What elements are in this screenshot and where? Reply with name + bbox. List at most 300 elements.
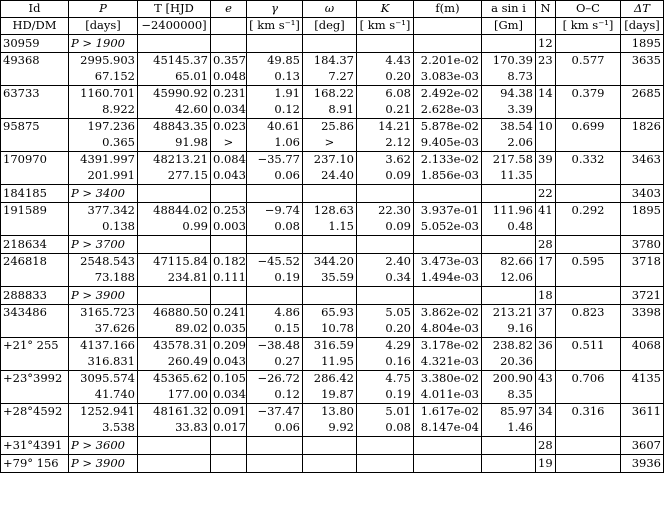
cell-omega	[303, 185, 357, 203]
cell-periastron-time: 48161.32	[138, 404, 211, 421]
cell-eccentricity: 0.084	[211, 152, 247, 169]
cell-o-c: 0.823	[556, 305, 621, 322]
cell-o-c-blank	[556, 420, 621, 437]
table-row	[1, 152, 664, 169]
cell-id-blank	[1, 135, 69, 152]
cell-delta-t: 3611	[621, 404, 664, 421]
cell-asini-error: 1.46	[482, 420, 536, 437]
cell-period: 1160.701	[69, 86, 138, 103]
cell-o-c	[556, 287, 621, 305]
cell-mass-function-error: 4.321e-03	[414, 354, 482, 371]
cell-omega	[303, 437, 357, 455]
cell-asini	[482, 287, 536, 305]
header-periastron-time: T [HJD	[138, 1, 211, 18]
cell-asini: 217.58	[482, 152, 536, 169]
table-row	[1, 371, 664, 388]
cell-delta-t-blank	[621, 270, 664, 287]
cell-omega-error: 11.95	[303, 354, 357, 371]
cell-asini-error: 20.36	[482, 354, 536, 371]
cell-amplitude-error: 0.16	[357, 354, 414, 371]
cell-gamma-error: 0.12	[247, 387, 303, 404]
cell-o-c-blank	[556, 219, 621, 236]
header-omega: ω	[303, 1, 357, 18]
cell-periastron-time-error: 65.01	[138, 69, 211, 86]
cell-omega-error: 24.40	[303, 168, 357, 185]
cell-delta-t: 4135	[621, 371, 664, 388]
cell-gamma	[247, 437, 303, 455]
cell-gamma-error: 1.06	[247, 135, 303, 152]
cell-delta-t: 1895	[621, 203, 664, 220]
cell-period: 197.236	[69, 119, 138, 136]
cell-mass-function-error: 9.405e-03	[414, 135, 482, 152]
table-row	[1, 437, 664, 455]
cell-eccentricity: 0.241	[211, 305, 247, 322]
table-row-errors	[1, 270, 664, 287]
cell-mass-function	[414, 455, 482, 473]
cell-mass-function: 5.878e-02	[414, 119, 482, 136]
cell-eccentricity-error: 0.003	[211, 219, 247, 236]
cell-mass-function: 2.201e-02	[414, 53, 482, 70]
table-header	[1, 1, 664, 35]
cell-delta-t: 3718	[621, 254, 664, 271]
cell-periastron-time-error: 177.00	[138, 387, 211, 404]
cell-id: 170970	[1, 152, 69, 169]
cell-periastron-time	[138, 287, 211, 305]
cell-amplitude-error: 0.19	[357, 387, 414, 404]
cell-omega: 65.93	[303, 305, 357, 322]
cell-id: 30959	[1, 35, 69, 53]
cell-eccentricity-error: 0.017	[211, 420, 247, 437]
cell-mass-function	[414, 185, 482, 203]
cell-o-c-blank	[556, 135, 621, 152]
table-row	[1, 254, 664, 271]
header-unit-gamma: [ km s⁻¹]	[247, 18, 303, 35]
header-unit-amplitude: [ km s⁻¹]	[357, 18, 414, 35]
cell-period-error: 67.152	[69, 69, 138, 86]
cell-omega: 25.86	[303, 119, 357, 136]
cell-omega: 168.22	[303, 86, 357, 103]
cell-gamma-error: 0.06	[247, 168, 303, 185]
cell-periastron-time-error: 0.99	[138, 219, 211, 236]
cell-id-blank	[1, 270, 69, 287]
cell-omega	[303, 455, 357, 473]
cell-periastron-time: 45365.62	[138, 371, 211, 388]
cell-amplitude	[357, 287, 414, 305]
cell-amplitude: 14.21	[357, 119, 414, 136]
cell-period-error: 41.740	[69, 387, 138, 404]
cell-amplitude: 4.29	[357, 338, 414, 355]
cell-omega-error: 35.59	[303, 270, 357, 287]
table-row-errors	[1, 168, 664, 185]
header-unit-n-obs	[536, 18, 556, 35]
cell-amplitude	[357, 35, 414, 53]
cell-delta-t-blank	[621, 354, 664, 371]
cell-mass-function-error: 5.052e-03	[414, 219, 482, 236]
cell-n-obs: 37	[536, 305, 556, 322]
table-row-errors	[1, 387, 664, 404]
cell-mass-function	[414, 287, 482, 305]
cell-asini-error: 0.48	[482, 219, 536, 236]
cell-id: 49368	[1, 53, 69, 70]
cell-o-c: 0.699	[556, 119, 621, 136]
cell-o-c	[556, 437, 621, 455]
cell-o-c: 0.595	[556, 254, 621, 271]
table-row-errors	[1, 69, 664, 86]
cell-o-c-blank	[556, 387, 621, 404]
cell-id: +23°3992	[1, 371, 69, 388]
header-unit-mass-function	[414, 18, 482, 35]
cell-delta-t: 3721	[621, 287, 664, 305]
cell-amplitude: 5.05	[357, 305, 414, 322]
cell-mass-function: 3.473e-03	[414, 254, 482, 271]
cell-o-c	[556, 185, 621, 203]
cell-delta-t-blank	[621, 219, 664, 236]
cell-o-c	[556, 35, 621, 53]
cell-amplitude-error: 0.09	[357, 168, 414, 185]
cell-omega: 184.37	[303, 53, 357, 70]
cell-period-error: 37.626	[69, 321, 138, 338]
cell-omega-error: 10.78	[303, 321, 357, 338]
cell-delta-t: 3403	[621, 185, 664, 203]
cell-eccentricity: 0.091	[211, 404, 247, 421]
cell-omega-error: 8.91	[303, 102, 357, 119]
cell-omega: 316.59	[303, 338, 357, 355]
cell-o-c	[556, 455, 621, 473]
cell-eccentricity: 0.105	[211, 371, 247, 388]
cell-mass-function-error: 4.804e-03	[414, 321, 482, 338]
table-row	[1, 455, 664, 473]
cell-id-blank	[1, 420, 69, 437]
cell-periastron-time: 43578.31	[138, 338, 211, 355]
cell-periastron-time-error: 89.02	[138, 321, 211, 338]
cell-periastron-time	[138, 455, 211, 473]
cell-delta-t: 2685	[621, 86, 664, 103]
cell-asini	[482, 236, 536, 254]
cell-asini: 111.96	[482, 203, 536, 220]
header-amplitude: K	[357, 1, 414, 18]
table-row-errors	[1, 135, 664, 152]
cell-asini	[482, 185, 536, 203]
cell-n-obs-blank	[536, 270, 556, 287]
cell-id-blank	[1, 354, 69, 371]
cell-delta-t: 3607	[621, 437, 664, 455]
cell-mass-function: 3.937e-01	[414, 203, 482, 220]
cell-n-obs-blank	[536, 135, 556, 152]
cell-eccentricity-error: 0.034	[211, 387, 247, 404]
cell-amplitude-error: 0.09	[357, 219, 414, 236]
header-eccentricity: e	[211, 1, 247, 18]
header-row-units	[1, 18, 664, 35]
cell-periastron-time-error: 277.15	[138, 168, 211, 185]
cell-n-obs: 19	[536, 455, 556, 473]
cell-asini-error: 2.06	[482, 135, 536, 152]
table-row	[1, 119, 664, 136]
cell-gamma: 49.85	[247, 53, 303, 70]
cell-period: 2995.903	[69, 53, 138, 70]
cell-periastron-time: 45990.92	[138, 86, 211, 103]
cell-id-blank	[1, 321, 69, 338]
header-unit-delta-t: [days]	[621, 18, 664, 35]
cell-delta-t: 3398	[621, 305, 664, 322]
cell-periastron-time	[138, 236, 211, 254]
header-unit-id: HD/DM	[1, 18, 69, 35]
cell-period-error: 73.188	[69, 270, 138, 287]
cell-n-obs: 17	[536, 254, 556, 271]
cell-gamma-error: 0.06	[247, 420, 303, 437]
cell-eccentricity-error: 0.043	[211, 354, 247, 371]
cell-n-obs-blank	[536, 102, 556, 119]
cell-eccentricity-error: 0.034	[211, 102, 247, 119]
cell-o-c-blank	[556, 168, 621, 185]
cell-period-limit: P > 3900	[69, 287, 138, 305]
cell-period: 377.342	[69, 203, 138, 220]
cell-eccentricity	[211, 287, 247, 305]
cell-asini: 85.97	[482, 404, 536, 421]
cell-id: +28°4592	[1, 404, 69, 421]
cell-omega: 128.63	[303, 203, 357, 220]
cell-n-obs: 23	[536, 53, 556, 70]
table-row-errors	[1, 102, 664, 119]
cell-amplitude-error: 0.20	[357, 321, 414, 338]
cell-periastron-time	[138, 437, 211, 455]
cell-gamma: −45.52	[247, 254, 303, 271]
cell-asini-error: 11.35	[482, 168, 536, 185]
cell-amplitude: 3.62	[357, 152, 414, 169]
cell-id: 288833	[1, 287, 69, 305]
cell-mass-function: 3.862e-02	[414, 305, 482, 322]
cell-period-error: 8.922	[69, 102, 138, 119]
cell-delta-t: 3936	[621, 455, 664, 473]
cell-amplitude	[357, 455, 414, 473]
cell-delta-t-blank	[621, 168, 664, 185]
cell-amplitude-error: 0.08	[357, 420, 414, 437]
cell-gamma: −37.47	[247, 404, 303, 421]
cell-mass-function-error: 1.856e-03	[414, 168, 482, 185]
cell-o-c-blank	[556, 69, 621, 86]
cell-periastron-time-error: 42.60	[138, 102, 211, 119]
cell-period-error: 0.365	[69, 135, 138, 152]
table-row	[1, 305, 664, 322]
cell-id: 218634	[1, 236, 69, 254]
header-unit-omega: [deg]	[303, 18, 357, 35]
cell-periastron-time: 46880.50	[138, 305, 211, 322]
header-unit-periastron-time: −2400000]	[138, 18, 211, 35]
cell-eccentricity: 0.231	[211, 86, 247, 103]
cell-asini-error: 9.16	[482, 321, 536, 338]
cell-n-obs: 28	[536, 236, 556, 254]
header-mass-function: f(m)	[414, 1, 482, 18]
cell-delta-t: 1895	[621, 35, 664, 53]
cell-period: 3095.574	[69, 371, 138, 388]
cell-delta-t: 3635	[621, 53, 664, 70]
cell-gamma	[247, 185, 303, 203]
cell-n-obs-blank	[536, 321, 556, 338]
cell-period-error: 316.831	[69, 354, 138, 371]
cell-n-obs-blank	[536, 69, 556, 86]
cell-gamma-error: 0.13	[247, 69, 303, 86]
cell-gamma	[247, 287, 303, 305]
cell-id-blank	[1, 102, 69, 119]
table-row-errors	[1, 321, 664, 338]
table-body	[1, 35, 664, 473]
cell-eccentricity: 0.182	[211, 254, 247, 271]
cell-o-c-blank	[556, 270, 621, 287]
cell-period: 3165.723	[69, 305, 138, 322]
cell-period: 4391.997	[69, 152, 138, 169]
cell-period: 4137.166	[69, 338, 138, 355]
cell-amplitude	[357, 236, 414, 254]
cell-id: +79° 156	[1, 455, 69, 473]
cell-periastron-time-error: 33.83	[138, 420, 211, 437]
cell-mass-function: 2.492e-02	[414, 86, 482, 103]
cell-asini: 38.54	[482, 119, 536, 136]
table-row	[1, 185, 664, 203]
cell-asini: 170.39	[482, 53, 536, 70]
table-row-errors	[1, 354, 664, 371]
cell-delta-t-blank	[621, 387, 664, 404]
table-row-errors	[1, 420, 664, 437]
cell-amplitude	[357, 437, 414, 455]
cell-amplitude: 22.30	[357, 203, 414, 220]
cell-id: 63733	[1, 86, 69, 103]
cell-period-error: 201.991	[69, 168, 138, 185]
cell-mass-function: 3.380e-02	[414, 371, 482, 388]
cell-periastron-time: 48213.21	[138, 152, 211, 169]
table-row	[1, 404, 664, 421]
cell-periastron-time: 48843.35	[138, 119, 211, 136]
cell-period-error: 0.138	[69, 219, 138, 236]
cell-id: +31°4391	[1, 437, 69, 455]
cell-gamma: 40.61	[247, 119, 303, 136]
table-row	[1, 338, 664, 355]
cell-asini: 213.21	[482, 305, 536, 322]
cell-o-c	[556, 236, 621, 254]
cell-mass-function	[414, 236, 482, 254]
cell-n-obs: 22	[536, 185, 556, 203]
cell-o-c-blank	[556, 321, 621, 338]
cell-asini-error: 8.35	[482, 387, 536, 404]
cell-asini	[482, 35, 536, 53]
header-gamma: γ	[247, 1, 303, 18]
cell-amplitude: 4.75	[357, 371, 414, 388]
cell-mass-function	[414, 35, 482, 53]
cell-n-obs: 36	[536, 338, 556, 355]
cell-periastron-time	[138, 35, 211, 53]
cell-omega	[303, 287, 357, 305]
header-n-obs: N	[536, 1, 556, 18]
cell-delta-t-blank	[621, 135, 664, 152]
cell-mass-function: 1.617e-02	[414, 404, 482, 421]
table-row	[1, 86, 664, 103]
cell-asini: 200.90	[482, 371, 536, 388]
cell-period-limit: P > 3400	[69, 185, 138, 203]
cell-period-error: 3.538	[69, 420, 138, 437]
header-asini: a sin i	[482, 1, 536, 18]
cell-periastron-time: 48844.02	[138, 203, 211, 220]
cell-delta-t: 3780	[621, 236, 664, 254]
cell-id: +21° 255	[1, 338, 69, 355]
cell-gamma-error: 0.27	[247, 354, 303, 371]
cell-period: 1252.941	[69, 404, 138, 421]
cell-n-obs-blank	[536, 219, 556, 236]
cell-gamma: −9.74	[247, 203, 303, 220]
cell-period-limit: P > 3900	[69, 455, 138, 473]
cell-eccentricity-error: 0.043	[211, 168, 247, 185]
cell-omega: 237.10	[303, 152, 357, 169]
cell-omega-error: 9.92	[303, 420, 357, 437]
cell-period-limit: P > 3600	[69, 437, 138, 455]
cell-gamma	[247, 236, 303, 254]
cell-gamma-error: 0.12	[247, 102, 303, 119]
cell-delta-t-blank	[621, 420, 664, 437]
cell-id: 343486	[1, 305, 69, 322]
cell-eccentricity: 0.357	[211, 53, 247, 70]
cell-amplitude: 4.43	[357, 53, 414, 70]
cell-o-c-blank	[556, 102, 621, 119]
cell-gamma-error: 0.08	[247, 219, 303, 236]
cell-gamma: −26.72	[247, 371, 303, 388]
cell-o-c: 0.316	[556, 404, 621, 421]
cell-mass-function	[414, 437, 482, 455]
cell-n-obs: 28	[536, 437, 556, 455]
cell-period-limit: P > 1900	[69, 35, 138, 53]
header-delta-t: ΔT	[621, 1, 664, 18]
cell-gamma: 1.91	[247, 86, 303, 103]
cell-mass-function: 2.133e-02	[414, 152, 482, 169]
cell-gamma-error: 0.19	[247, 270, 303, 287]
header-unit-o-c: [ km s⁻¹]	[556, 18, 621, 35]
cell-gamma-error: 0.15	[247, 321, 303, 338]
cell-asini-error: 12.06	[482, 270, 536, 287]
cell-id: 95875	[1, 119, 69, 136]
cell-period: 2548.543	[69, 254, 138, 271]
cell-amplitude-error: 2.12	[357, 135, 414, 152]
cell-n-obs: 43	[536, 371, 556, 388]
cell-amplitude: 5.01	[357, 404, 414, 421]
cell-amplitude	[357, 185, 414, 203]
cell-delta-t-blank	[621, 102, 664, 119]
cell-omega: 13.80	[303, 404, 357, 421]
table-row	[1, 53, 664, 70]
cell-omega	[303, 236, 357, 254]
cell-eccentricity: 0.209	[211, 338, 247, 355]
header-o-c: O–C	[556, 1, 621, 18]
cell-omega-error: 1.15	[303, 219, 357, 236]
cell-o-c: 0.577	[556, 53, 621, 70]
cell-delta-t-blank	[621, 321, 664, 338]
cell-amplitude: 2.40	[357, 254, 414, 271]
cell-id-blank	[1, 69, 69, 86]
cell-eccentricity	[211, 35, 247, 53]
cell-omega: 286.42	[303, 371, 357, 388]
cell-asini	[482, 437, 536, 455]
cell-n-obs: 14	[536, 86, 556, 103]
table-row-errors	[1, 219, 664, 236]
cell-mass-function-error: 3.083e-03	[414, 69, 482, 86]
cell-omega-error: >	[303, 135, 357, 152]
cell-periastron-time	[138, 185, 211, 203]
cell-gamma	[247, 455, 303, 473]
cell-asini	[482, 455, 536, 473]
header-row-labels	[1, 1, 664, 18]
cell-eccentricity	[211, 236, 247, 254]
cell-gamma: 4.86	[247, 305, 303, 322]
cell-eccentricity-error: >	[211, 135, 247, 152]
header-unit-period: [days]	[69, 18, 138, 35]
cell-amplitude-error: 0.34	[357, 270, 414, 287]
cell-periastron-time: 45145.37	[138, 53, 211, 70]
table-row	[1, 287, 664, 305]
